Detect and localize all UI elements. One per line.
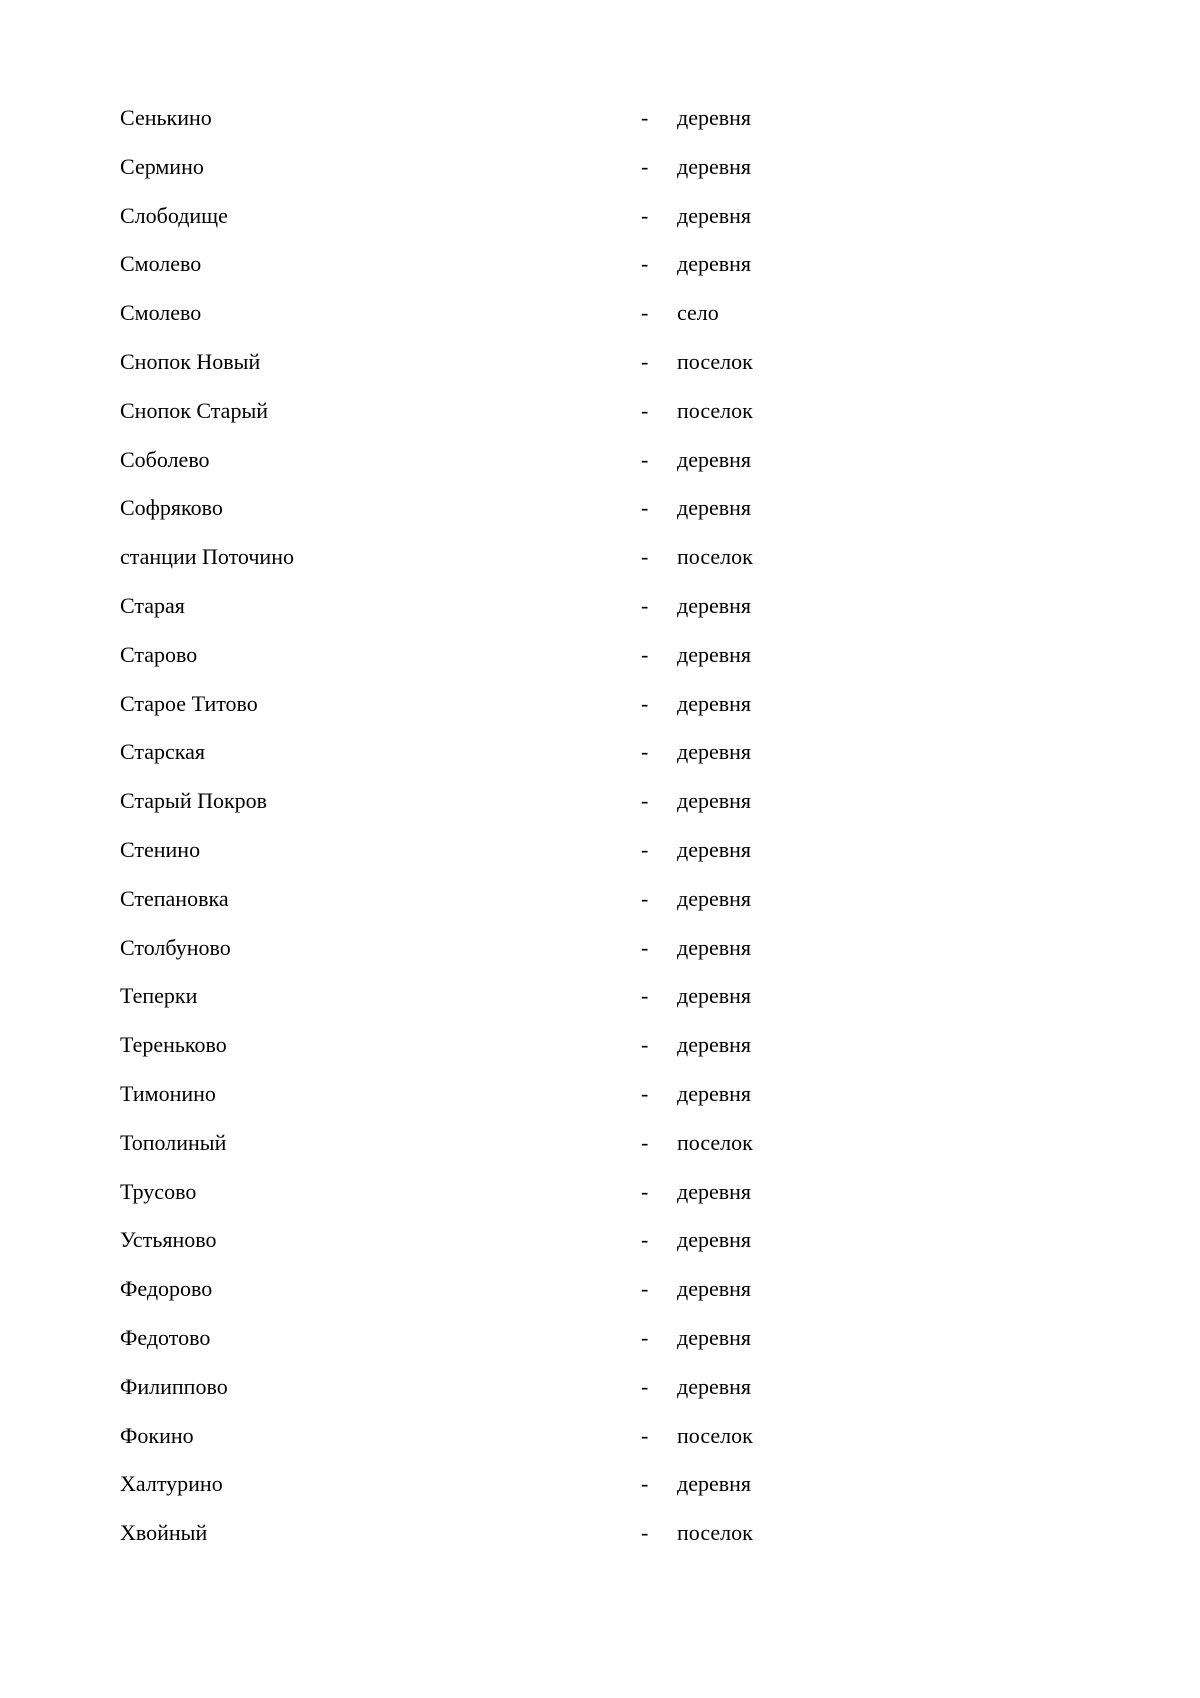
separator-dash: - [641,739,649,765]
settlement-type: деревня [677,251,752,277]
separator-dash: - [641,544,649,570]
list-item [120,1226,820,1275]
settlement-name: Снопок Старый [120,397,268,423]
settlement-name: Софряково [120,495,223,521]
list-item [120,1080,820,1129]
settlement-type: поселок [677,348,753,374]
settlement-name: Сенькино [120,105,212,130]
settlement-type: деревня [677,1227,752,1253]
settlement-type: поселок [677,1129,753,1155]
settlement-name: Тополиный [120,1129,227,1155]
list-item [120,690,820,739]
separator-dash: - [641,788,649,814]
settlement-name: Снопок Новый [120,348,261,374]
separator-dash: - [641,1227,649,1253]
list-item [120,202,820,251]
list-item [120,1422,820,1471]
list-item [120,1470,820,1519]
settlement-type: деревня [677,934,752,960]
list-item [120,494,820,543]
settlement-type: деревня [677,739,752,765]
settlement-type: деревня [677,495,752,521]
settlement-name: Старская [120,739,206,765]
settlement-type: деревня [677,1080,752,1106]
list-item [120,836,820,885]
settlement-type: поселок [677,397,753,423]
settlement-name: Смолево [120,300,202,326]
settlement-name: Степановка [120,885,229,911]
settlement-name: станции Поточино [120,544,294,570]
separator-dash: - [641,1471,649,1497]
list-item [120,1275,820,1324]
separator-dash: - [641,446,649,472]
settlement-type: деревня [677,1324,752,1350]
separator-dash: - [641,1129,649,1155]
settlement-type: деревня [677,1178,752,1204]
separator-dash: - [641,836,649,862]
settlement-name: Тереньково [120,1032,227,1058]
settlement-name: Старое Титово [120,690,258,716]
settlement-type: село [677,300,719,326]
separator-dash: - [641,300,649,326]
separator-dash: - [641,934,649,960]
settlement-name: Сермино [120,153,204,179]
settlement-name: Устьяново [120,1227,217,1253]
settlement-name: Фокино [120,1422,194,1448]
separator-dash: - [641,348,649,374]
settlement-name: Старая [120,592,185,618]
settlement-type: деревня [677,202,752,228]
list-item [120,299,820,348]
separator-dash: - [641,885,649,911]
settlement-type: деревня [677,641,752,667]
separator-dash: - [641,397,649,423]
settlement-type: деревня [677,1276,752,1302]
separator-dash: - [641,1373,649,1399]
settlement-type: деревня [677,1373,752,1399]
settlement-name: Старый Покров [120,788,268,814]
list-item [120,592,820,641]
settlement-name: Старово [120,641,198,667]
settlement-name: Стенино [120,836,201,862]
list-item [120,934,820,983]
settlement-type: деревня [677,446,752,472]
list-item [120,348,820,397]
settlement-name: Федорово [120,1276,213,1302]
separator-dash: - [641,690,649,716]
list-item [120,1031,820,1080]
list-item [120,1178,820,1227]
separator-dash: - [641,202,649,228]
settlement-type: деревня [677,788,752,814]
separator-dash: - [641,983,649,1009]
settlement-type: поселок [677,1422,753,1448]
separator-dash: - [641,251,649,277]
settlement-type: деревня [677,836,752,862]
list-item [120,982,820,1031]
settlement-name: Трусово [120,1178,197,1204]
separator-dash: - [641,1080,649,1106]
separator-dash: - [641,1422,649,1448]
settlement-name: Смолево [120,251,202,277]
list-item [120,1324,820,1373]
settlement-type: поселок [677,544,753,570]
settlement-name: Халтурино [120,1471,223,1497]
settlement-name: Соболево [120,446,210,472]
settlement-name: Слободище [120,202,228,228]
separator-dash: - [641,641,649,667]
list-item [120,543,820,592]
settlement-name: Федотово [120,1324,211,1350]
list-item [120,787,820,836]
separator-dash: - [641,1032,649,1058]
settlement-type: деревня [677,105,752,130]
separator-dash: - [641,495,649,521]
list-item [120,446,820,495]
settlement-type: деревня [677,592,752,618]
list-item [120,885,820,934]
list-item [120,641,820,690]
settlement-type: деревня [677,983,752,1009]
list-item [120,250,820,299]
settlement-name: Теперки [120,983,198,1009]
separator-dash: - [641,105,649,130]
list-item [120,397,820,446]
settlement-name: Хвойный [120,1520,208,1546]
list-item [120,104,820,153]
settlement-type: деревня [677,1032,752,1058]
list-item [120,1373,820,1422]
separator-dash: - [641,592,649,618]
settlement-type: деревня [677,885,752,911]
settlement-name: Тимонино [120,1080,216,1106]
list-item [120,738,820,787]
list-item [120,153,820,202]
separator-dash: - [641,153,649,179]
settlement-name: Столбуново [120,934,231,960]
separator-dash: - [641,1178,649,1204]
separator-dash: - [641,1520,649,1546]
settlement-list [120,104,820,1568]
list-item [120,1129,820,1178]
settlement-type: деревня [677,690,752,716]
list-item [120,1519,820,1568]
separator-dash: - [641,1276,649,1302]
settlement-name: Филиппово [120,1373,228,1399]
settlement-type: поселок [677,1520,753,1546]
settlement-type: деревня [677,153,752,179]
settlement-type: деревня [677,1471,752,1497]
separator-dash: - [641,1324,649,1350]
